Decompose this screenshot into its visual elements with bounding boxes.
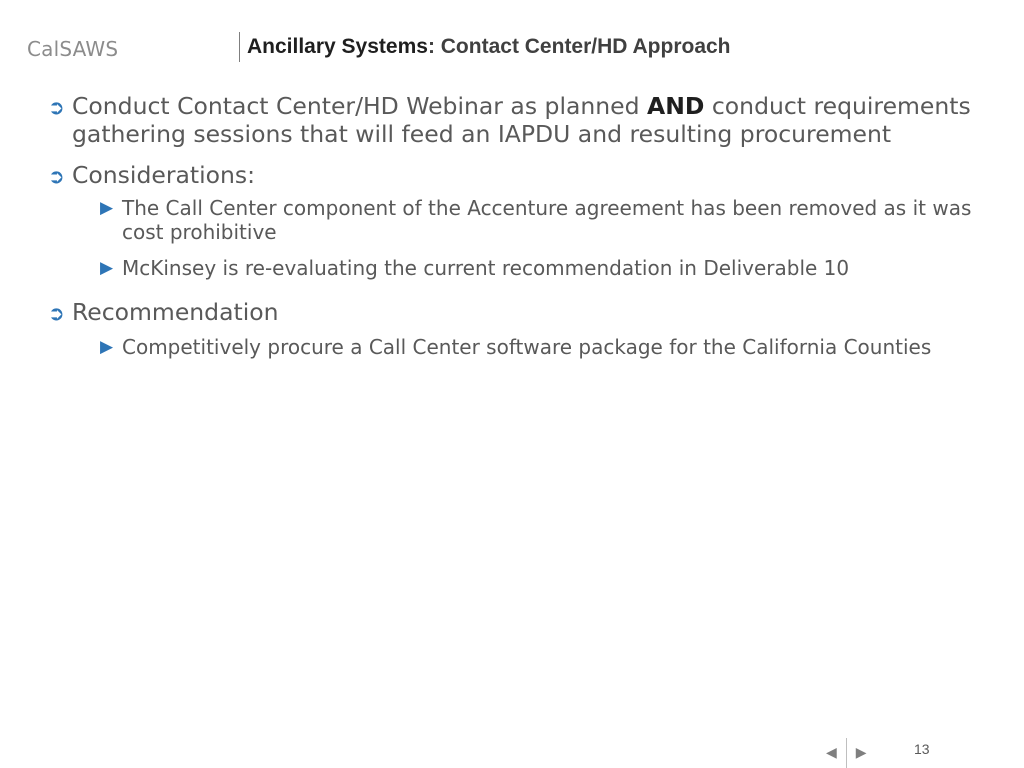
sub-bullet-accenture-text: The Call Center component of the Accenture agreement has been removed as it was cost prohibitive xyxy=(122,196,972,244)
bullet-recommendation-label: Recommendation xyxy=(72,298,279,326)
bullet-considerations-label: Considerations: xyxy=(72,161,256,189)
triangle-right-icon: ▶ xyxy=(100,337,114,357)
brand-logo-text: CalSAWS xyxy=(27,37,119,61)
title-sub: : Contact Center/HD Approach xyxy=(427,35,731,58)
bullet-webinar-bold: AND xyxy=(647,92,705,120)
sub-bullet-mckinsey xyxy=(100,256,988,280)
bullet-considerations xyxy=(48,161,988,189)
page-number: 13 xyxy=(914,741,930,757)
sub-bullet-procure xyxy=(100,335,988,359)
sub-bullet-accenture xyxy=(100,196,988,244)
circled-arrow-icon: ➲ xyxy=(48,164,65,188)
circled-arrow-icon: ➲ xyxy=(48,95,65,119)
bullet-webinar-text-after: conduct requirements gathering sessions that will feed an IAPDU and resulting procurement xyxy=(72,92,971,148)
bullet-webinar xyxy=(48,92,988,148)
triangle-right-icon: ▶ xyxy=(100,258,114,278)
slide-title xyxy=(247,35,731,59)
slide-content xyxy=(48,92,988,359)
nav-divider xyxy=(846,738,847,768)
previous-slide-icon[interactable]: ◀ xyxy=(826,745,837,761)
bullet-webinar-text-before: Conduct Contact Center/HD Webinar as planned xyxy=(72,92,648,120)
slide-navigation xyxy=(826,738,867,768)
circled-arrow-icon: ➲ xyxy=(48,301,65,325)
title-divider xyxy=(239,32,240,62)
title-main: Ancillary Systems xyxy=(247,35,428,58)
sub-bullet-procure-text: Competitively procure a Call Center software package for the California Counties xyxy=(122,335,932,359)
bullet-recommendation xyxy=(48,298,988,326)
sub-bullet-mckinsey-text: McKinsey is re-evaluating the current recommendation in Deliverable 10 xyxy=(122,256,850,280)
triangle-right-icon: ▶ xyxy=(100,198,114,218)
next-slide-icon[interactable]: ▶ xyxy=(855,745,867,761)
